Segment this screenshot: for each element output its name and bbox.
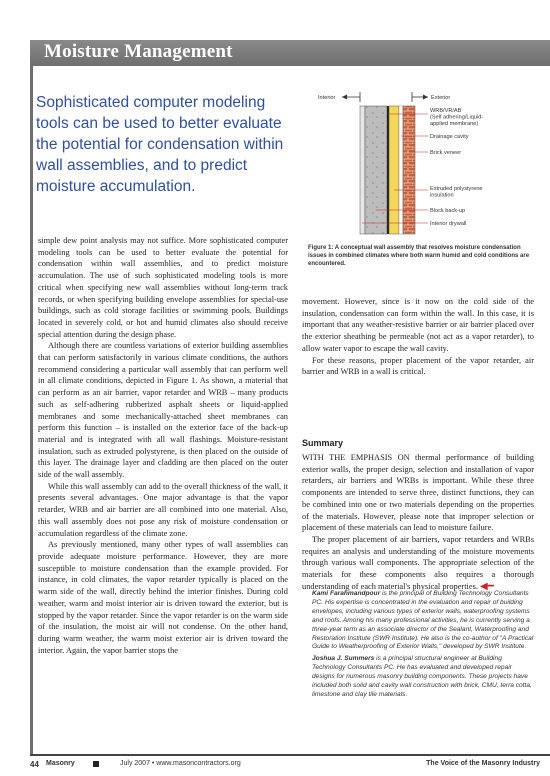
issue-info: July 2007 • www.masoncontractors.org — [120, 760, 241, 767]
pull-quote: Sophisticated computer modeling tools can be used to better evaluate the potential for condensation within wall assemblies, and to predict moisture accumulation. — [36, 94, 284, 195]
wrb-label: WRB/VR/AB (Self adhering/Liquid- applied membrane) — [430, 108, 484, 127]
body-column-left — [38, 235, 288, 656]
insulation-layer — [389, 106, 399, 234]
author-bio-text: is a principal structural engineer at Building Technology Consultants PC. He has evaluated and developed repair designs for numerous masonry building components. These projects have included both solid and cavity wall construction with brick, CMU, terra cotta, limestone and clay tile materials. — [312, 655, 532, 698]
left-page-rule — [30, 66, 33, 754]
page-number: 44 — [30, 760, 39, 769]
brick-layer — [403, 106, 415, 234]
footer-square-icon — [93, 761, 99, 767]
magazine-tagline: The Voice of the Masonry Industry — [426, 760, 540, 767]
exterior-arrow — [412, 92, 428, 102]
drywall-layer — [360, 106, 365, 234]
section-title: Moisture Management — [44, 41, 233, 62]
membrane-layer — [387, 106, 389, 234]
page-header — [0, 0, 550, 70]
drywall-label: Interior drywall — [430, 221, 467, 227]
eps-label: Extruded polystyrene insulation — [430, 186, 483, 199]
author-name: Joshua J. Summers — [312, 655, 375, 663]
author-bio — [312, 655, 534, 700]
author-name: Kami Farahmandpour — [312, 590, 381, 597]
body-column-right — [302, 296, 534, 378]
interior-arrow — [342, 92, 360, 102]
wall-assembly-figure — [300, 90, 534, 240]
exterior-label: Exterior — [431, 95, 451, 101]
body-paragraph: For these reasons, proper placement of the vapor retarder, air barrier and WRB in a wall is critical. — [302, 355, 534, 377]
end-mark-icon: ◀━ — [480, 580, 494, 592]
cavity-layer — [399, 106, 403, 234]
summary-paragraph — [302, 534, 534, 593]
drainage-label: Drainage cavity — [430, 134, 469, 140]
block-layer — [365, 106, 387, 234]
footer-rule — [30, 754, 550, 756]
figure-caption: Figure 1: A conceptual wall assembly that resolves moisture condensation issues in combined climates where both warm humid and cold conditions are encountered. — [308, 245, 530, 267]
block-label: Block back-up — [430, 208, 466, 214]
summary-heading: Summary — [302, 438, 344, 448]
brick-label: Brick veneer — [430, 150, 462, 156]
body-paragraph: As previously mentioned, many other types of wall assemblies can provide adequate moisture performance. However, they are more susceptible to moisture condensation than the example provided. For instance, in cold climates, the vapor retarder typically is placed on the warm side of the wall, directly behind the interior finishes. During cold weather, warm and moist interior air is driven toward the exterior, but is stopped by the vapor retarder. Since the vapor retarder is on the warm side of the insulation, the moist air will not condense. On the other hand, during warm weather, the warm moist exterior air is driven toward the interior. Again, the vapor barrier stops the — [38, 540, 288, 655]
magazine-name: Masonry — [46, 760, 75, 767]
author-bios — [312, 590, 534, 703]
summary-paragraph: WITH THE EMPHASIS ON thermal performance of building exterior walls, the proper design, selection and installation of vapor retarders, air barriers and WRBs is important. While these three components are intended to serve three, distinct functions, they can be combined into one or two materials depending on the properties of the materials. However, please note that improper selection or placement of these materials can lead to moisture failure. — [302, 453, 534, 533]
body-paragraph: simple dew point analysis may not suffice. More sophisticated computer modeling tools can be used to better evaluate the potential for condensation within wall assemblies, and to predict moisture accumulation. The use of such sophisticated modeling tools is more critical when specifying new wall assemblies without long-term track records, or when specifying building envelope assemblies for special-use buildings, such as cold storage facilities or swimming pools. Buildings located in severely cold, or hot and humid climates also should receive special attention during the design phase. — [38, 236, 288, 339]
summary-paragraph-text: The proper placement of air barriers, vapor retarders and WRBs requires an analysis and understanding of the moisture movements through various wall components. The appropriate selection of the materials for these components also requires a thorough understanding of each material's physical properties. — [302, 534, 534, 591]
summary-body — [302, 452, 534, 592]
body-paragraph: While this wall assembly can add to the overall thickness of the wall, it presents several advantages. One major advantage is that the vapor retarder, WRB and air barrier are all combined into one material. Also, this wall assembly does not pose any risk of moisture condensation or accumulation regardless of the climate zone. — [38, 481, 288, 538]
interior-label: Interior — [318, 95, 336, 101]
author-bio — [312, 590, 534, 652]
body-paragraph: movement. However, since is it now on the cold side of the insulation, condensation can form within the wall. In this case, it is important that any weather-resistive barrier or air barrier placed over the exterior sheathing be permeable (not act as a vapor retarder), to allow water vapor to escape the wall cavity. — [302, 297, 534, 353]
body-paragraph: Although there are countless variations of exterior building assemblies that can perform satisfactorily in various climate conditions, the authors recommend considering a particular wall assembly that can perform well in all climate conditions, depicted in Figure 1. As shown, a material that can perform as an air barrier, vapor retarder and WRB – many products such as self-adhering rubberized asphalt sheets or liquid-applied membranes and some mechanically-attached sheet membranes can perform this function – is installed on the exterior face of the back-up material and is integrated with all wall flashings. Moisture-resistant insulation, such as extruded polystyrene, is then placed on the outside of this layer. The drainage layer and cladding are then placed on the outer side of the wall assembly. — [38, 341, 288, 480]
page-footer — [30, 758, 540, 772]
author-bio-text: is the principal of Building Technology Consultants PC. His expertise is concentrated in the evaluation and repair of building envelopes, including various types of exterior walls, waterproofing systems and roofs. Among his many professional activities, he is currently serving a three-year term as an associate director of the Sealant, Waterproofing and Restoration Institute (SWR Institute). He also is the co-author of "A Practical Guide to Weatherproofing of Exterior Walls," developed by SWR Institute. — [312, 590, 534, 651]
